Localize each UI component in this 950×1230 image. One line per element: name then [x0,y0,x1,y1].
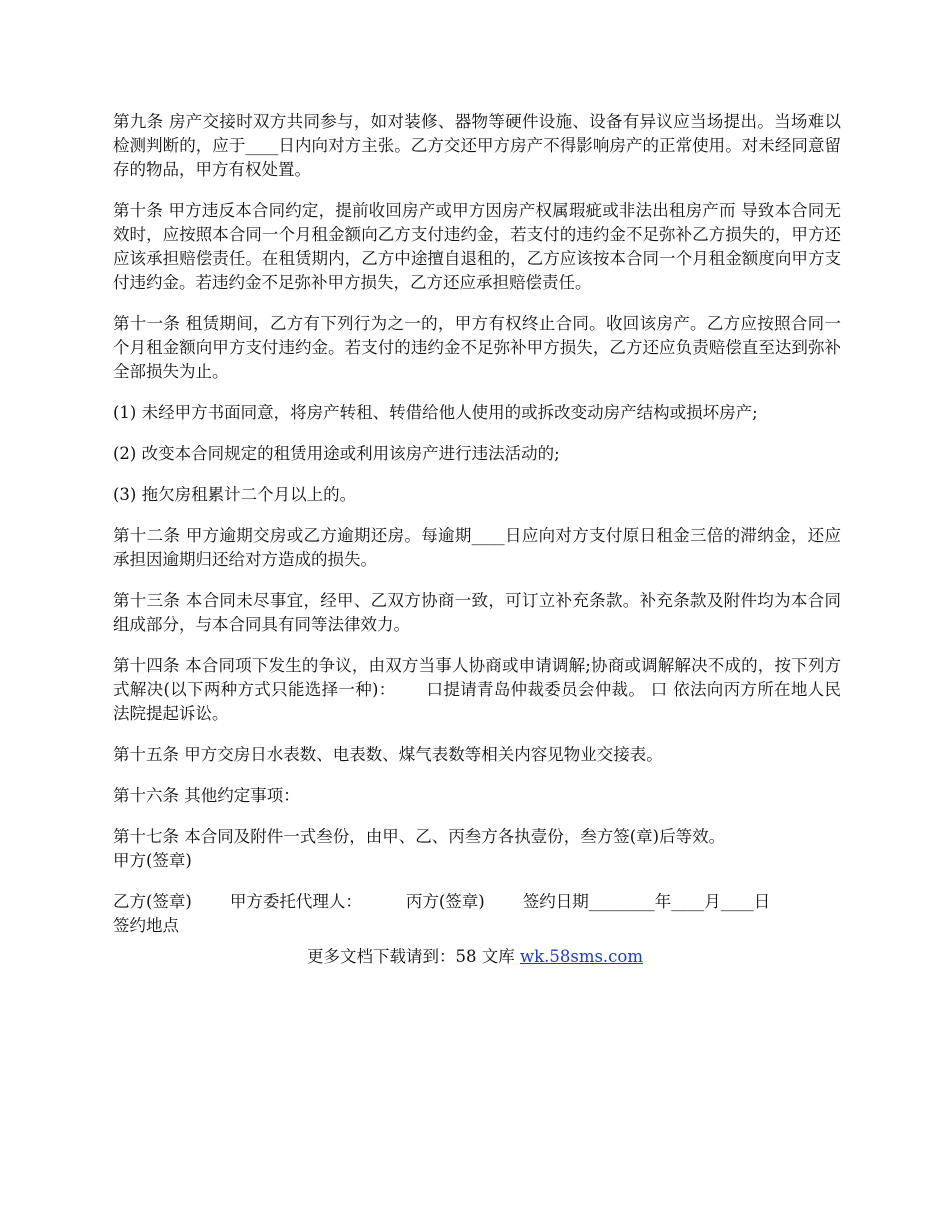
clause-16: 第十六条 其他约定事项： [113,786,300,805]
footer [0,945,950,969]
footer-text: 更多文档下载请到：58 文库 [306,947,520,966]
signature-row [113,890,841,914]
clause-12: 第十二条 甲方逾期交房或乙方逾期还房。每逾期____日应向对方支付原日租金三倍的滞纳金，还应承担因逾期归还给对方造成的损失。 [113,526,841,569]
signing-date: 签约日期________年____月____日 [522,892,771,911]
party-a-signature: 甲方(签章) [113,851,192,870]
footer-link[interactable]: wk.58sms.com [519,947,643,966]
clause-17-text: 第十七条 本合同及附件一式叁份，由甲、乙、丙叁方各执壹份，叁方签(章)后等效。 [113,827,726,846]
contract-body [113,110,841,938]
clause-17 [113,825,841,873]
agent-signature: 甲方委托代理人： [229,892,362,911]
clause-10: 第十条 甲方违反本合同约定，提前收回房产或甲方因房产权属瑕疵或非法出租房产而 导致本合同无效时，应按照本合同一个月租金额向乙方支付违约金，若支付的违约金不足弥补乙方损失的，甲方还应该承担赔偿责任。在租赁期内，乙方中途擅自退租的，乙方应该按本合同一个月租金额度向甲方支付违约金。若违约金不足弥补甲方损失，乙方还应承担赔偿责任。 [113,201,841,292]
signing-place: 签约地点 [113,916,179,935]
clause-11: 第十一条 租赁期间，乙方有下列行为之一的，甲方有权终止合同。收回该房产。乙方应按照合同一个月租金额向甲方支付违约金。若支付的违约金不足弥补甲方损失，乙方还应负责赔偿直至达到弥补全部损失为止。 [113,314,841,381]
party-b-signature: 乙方(签章) [113,892,192,911]
party-c-signature: 丙方(签章) [405,892,485,911]
clause-11-item-1: (1) 未经甲方书面同意，将房产转租、转借给他人使用的或拆改变动房产结构或损坏房产; [113,403,758,422]
clause-14: 第十四条 本合同项下发生的争议，由双方当事人协商或申请调解;协商或调解解决不成的，按下列方式解决(以下两种方式只能选择一种)： 口提请青岛仲裁委员会仲裁。 口 依法向丙方所在地人民法院提起诉讼。 [113,656,841,723]
clause-9: 第九条 房产交接时双方共同参与，如对装修、器物等硬件设施、设备有异议应当场提出。当场难以检测判断的，应于____日内向对方主张。乙方交还甲方房产不得影响房产的正常使用。对未经同意留存的物品，甲方有权处置。 [113,112,841,179]
clause-13: 第十三条 本合同未尽事宜，经甲、乙双方协商一致，可订立补充条款。补充条款及附件均为本合同组成部分，与本合同具有同等法律效力。 [113,591,841,634]
clause-15: 第十五条 甲方交房日水表数、电表数、煤气表数等相关内容见物业交接表。 [113,745,663,764]
clause-11-item-2: (2) 改变本合同规定的租赁用途或利用该房产进行违法活动的; [113,444,560,463]
clause-11-item-3: (3) 拖欠房租累计二个月以上的。 [113,485,357,504]
